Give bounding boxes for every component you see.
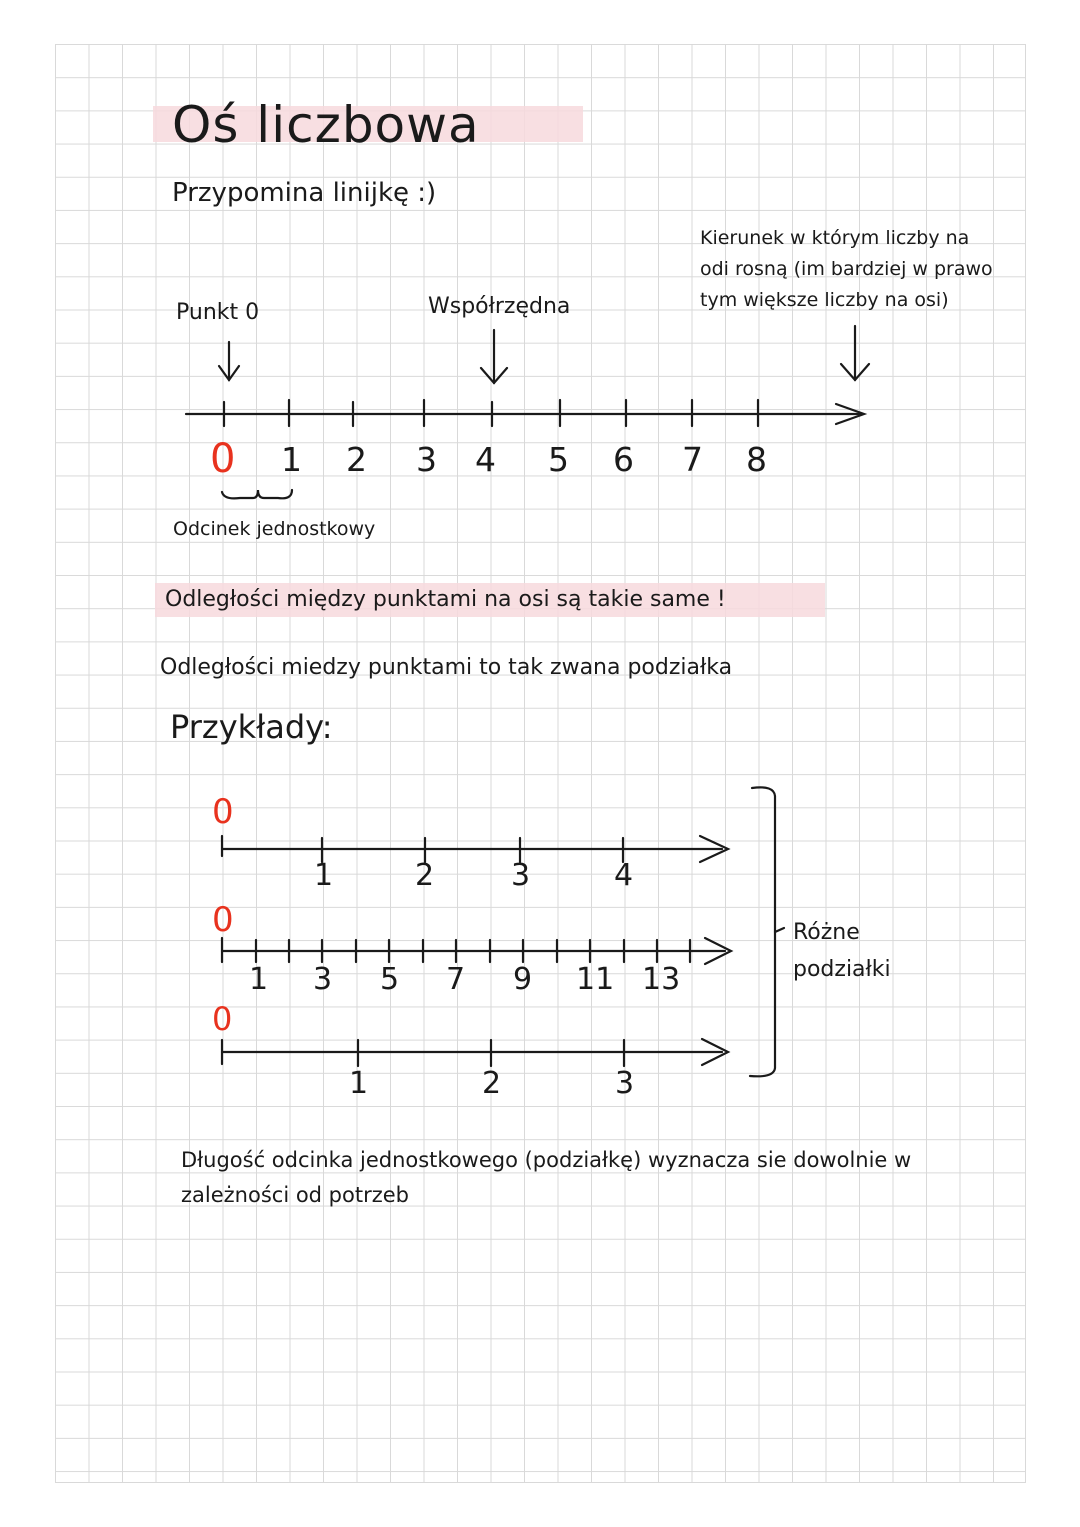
tick-label: 2: [346, 440, 367, 479]
tick-label-zero: 0: [210, 436, 236, 482]
example-tick-label: 2: [482, 1066, 502, 1101]
unit-segment-brace: [222, 490, 292, 498]
conclusion-line2: zależności od potrzeb: [181, 1183, 409, 1207]
bracket-label-line2: podziałki: [793, 957, 891, 982]
subtitle: Przypomina linijkę :): [172, 178, 437, 208]
unit-segment-label: Odcinek jednostkowy: [173, 518, 376, 540]
direction-label-line1: Kierunek w którym liczby na: [700, 227, 970, 249]
example-tick-label: 3: [615, 1066, 635, 1101]
arrow-down-icon: [841, 326, 869, 380]
direction-label-line3: tym większe liczby na osi): [700, 289, 949, 311]
example-axis-3-origin: 0: [212, 1000, 233, 1038]
direction-label-line2: odi rosną (im bardziej w prawo: [700, 258, 993, 280]
example-tick-label: 5: [380, 962, 400, 997]
example-tick-label: 3: [313, 962, 333, 997]
example-tick-label: 1: [349, 1066, 369, 1101]
example-tick-label: 2: [415, 858, 435, 893]
bracket-label-line1: Różne: [793, 920, 860, 945]
examples-heading: Przykłady:: [170, 708, 333, 746]
conclusion-line1: Długość odcinka jednostkowego (podziałkę) wyznacza sie dowolnie w: [181, 1148, 912, 1172]
example-tick-label: 7: [446, 962, 466, 997]
page-title: Oś liczbowa: [172, 96, 480, 154]
example-tick-label: 3: [511, 858, 531, 893]
example-tick-label: 9: [513, 962, 533, 997]
tick-label: 3: [416, 440, 437, 479]
statement-equal-distances: Odległości między punktami na osi są takie same !: [165, 587, 726, 612]
tick-label: 7: [682, 440, 703, 479]
example-tick-label: 1: [249, 962, 269, 997]
statement-scale: Odległości miedzy punktami to tak zwana podziałka: [160, 655, 733, 680]
point-zero-label: Punkt 0: [176, 300, 260, 325]
right-bracket: [750, 787, 775, 1076]
example-tick-label: 13: [642, 962, 681, 997]
coordinate-label: Współrzędna: [428, 294, 571, 319]
example-tick-label: 1: [314, 858, 334, 893]
tick-label: 6: [613, 440, 634, 479]
arrow-down-icon: [481, 330, 507, 383]
example-axis-1-origin: 0: [212, 792, 234, 832]
example-tick-label: 4: [614, 858, 634, 893]
arrow-down-icon: [219, 342, 239, 380]
tick-label: 4: [475, 440, 496, 479]
tick-label: 5: [548, 440, 569, 479]
tick-label: 1: [281, 440, 302, 479]
example-tick-label: 11: [576, 962, 615, 997]
tick-label: 8: [746, 440, 767, 479]
example-axis-2-origin: 0: [212, 900, 234, 940]
